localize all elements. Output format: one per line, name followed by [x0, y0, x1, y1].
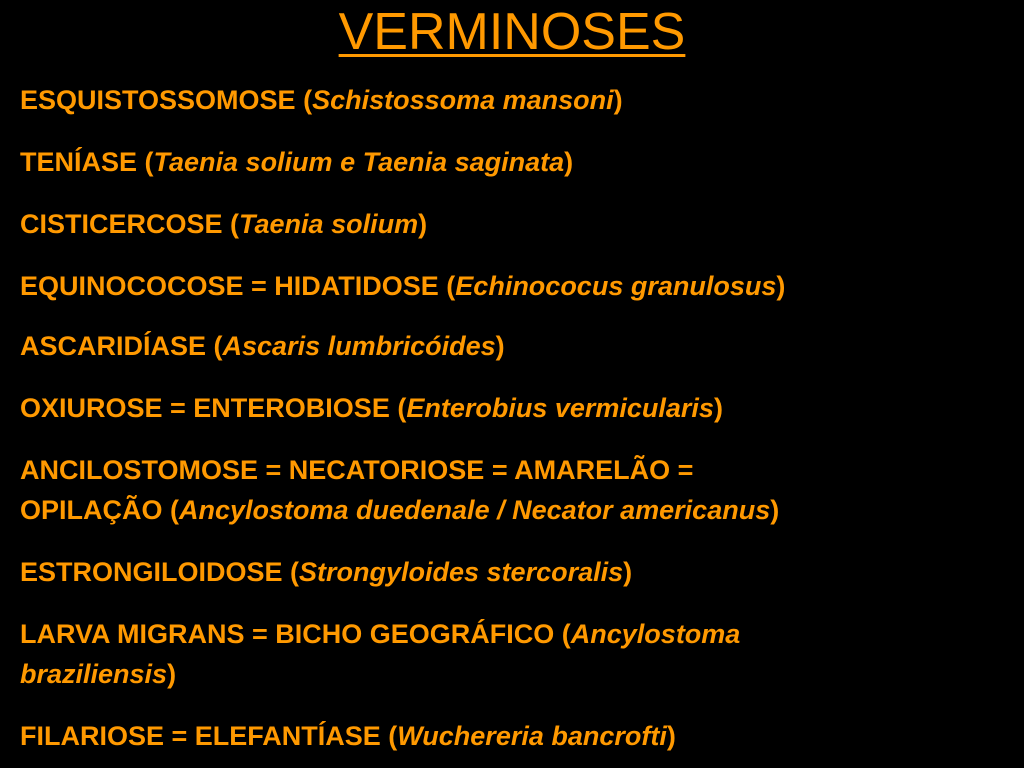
- list-item-line: braziliensis): [20, 659, 177, 689]
- list-item-larva-migrans: [20, 614, 1010, 694]
- species-name: Ancylostoma: [570, 619, 741, 649]
- species-name: Ascaris lumbricóides: [222, 331, 496, 361]
- list-item-cisticercose: CISTICERCOSE (Taenia solium): [20, 209, 428, 239]
- list-item-teniase: TENÍASE (Taenia solium e Taenia saginata): [20, 147, 574, 177]
- list-item-ancilostomose: [20, 450, 1010, 530]
- species-name: Enterobius vermicularis: [406, 393, 714, 423]
- species-name: Ancylostoma duedenale / Necator americanus: [179, 495, 771, 525]
- list-item-line: ANCILOSTOMOSE = NECATORIOSE = AMARELÃO =: [20, 455, 694, 485]
- list-item-ascaridiase: ASCARIDÍASE (Ascaris lumbricóides): [20, 331, 505, 361]
- species-name: Echinococus granulosus: [455, 271, 777, 301]
- list-item-esquistossomose: ESQUISTOSSOMOSE (Schistossoma mansoni): [20, 85, 623, 115]
- slide-title: VERMINOSES: [338, 3, 686, 61]
- list-item-filariose: FILARIOSE = ELEFANTÍASE (Wuchereria bancrofti): [20, 721, 676, 751]
- list-item-line: OPILAÇÃO (Ancylostoma duedenale / Necator americanus): [20, 495, 780, 525]
- species-name: Wuchereria bancrofti: [397, 721, 667, 751]
- species-name: Taenia solium: [239, 209, 419, 239]
- species-name: Taenia solium e Taenia saginata: [153, 147, 565, 177]
- species-name: Schistossoma mansoni: [312, 85, 614, 115]
- list-item-oxiurose: OXIUROSE = ENTEROBIOSE (Enterobius vermicularis): [20, 393, 723, 423]
- species-name: braziliensis: [20, 659, 168, 689]
- species-name: Strongyloides stercoralis: [299, 557, 624, 587]
- list-item-equinococose: EQUINOCOCOSE = HIDATIDOSE (Echinococus granulosus): [20, 271, 786, 301]
- list-item-line: LARVA MIGRANS = BICHO GEOGRÁFICO (Ancylostoma: [20, 619, 741, 649]
- list-item-estrongiloidose: ESTRONGILOIDOSE (Strongyloides stercoralis): [20, 557, 633, 587]
